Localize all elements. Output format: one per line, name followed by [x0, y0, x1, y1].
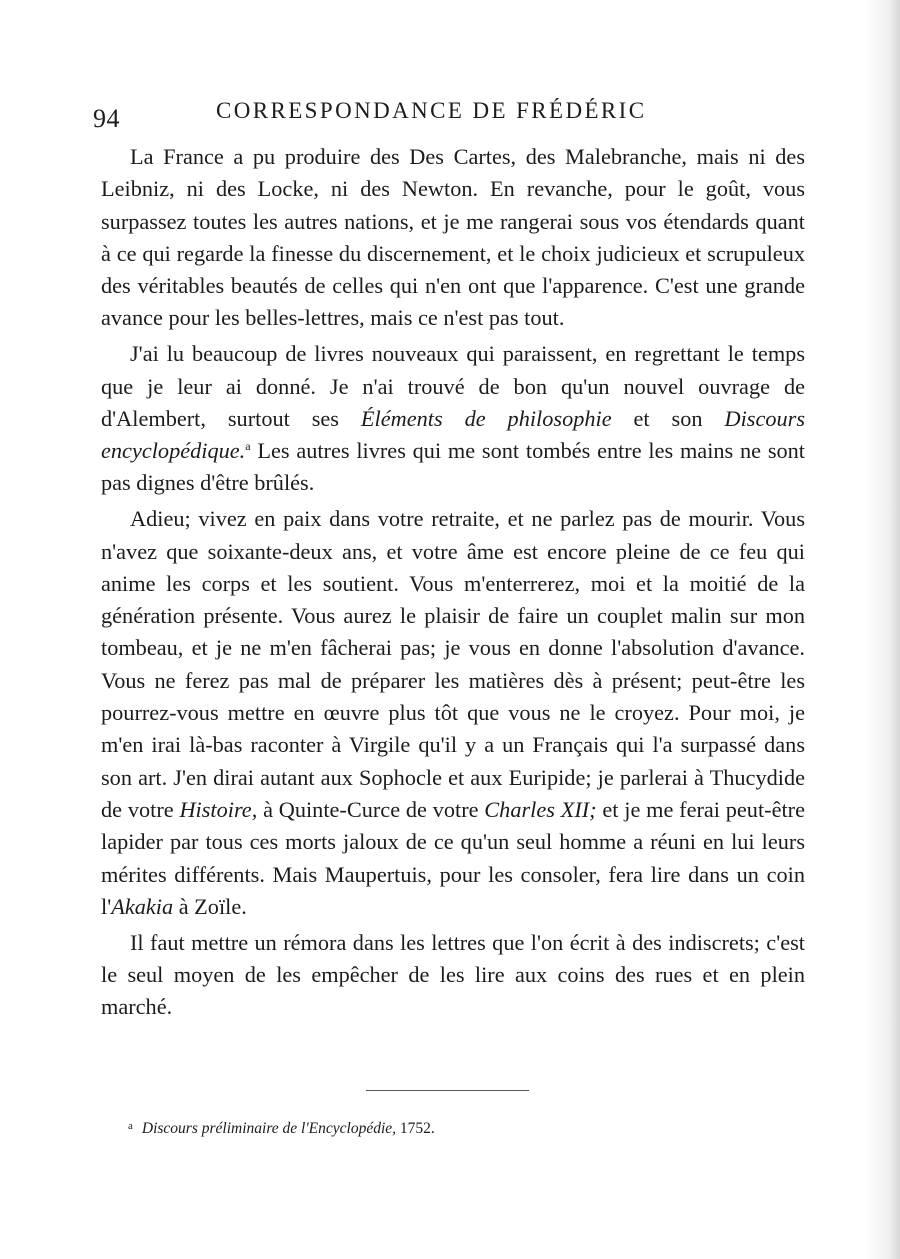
paragraph-2-text-3: Les autres livres qui me sont tombés entre les mains ne sont pas dignes d'être brûlés. — [101, 438, 805, 496]
paragraph-3 — [101, 503, 805, 923]
footnote — [128, 1115, 435, 1140]
paragraph-3-text-1: Adieu; vivez en paix dans votre retraite, et ne parlez pas de mourir. Vous n'avez que soixante-deux ans, et votre âme est encore pleine de ce feu qui anime les corps et les soutient. Vous m'enterrerez, moi et la moitié de la génération présente. Vous aurez le plaisir de faire un couplet malin sur mon tombeau, et je ne m'en fâcherai pas; je vous en donne l'absolution d'avance. Vous ne ferez pas mal de préparer les matières dès à présent; peut-être les pourrez-vous mettre en œuvre plus tôt que vous ne le croyez. Pour moi, je m'en irai là-bas raconter à Virgile qu'il y a un Français qui l'a surpassé dans son art. J'en dirai autant aux Sophocle et aux Euripide; je parlerai à Thucydide de votre — [101, 506, 805, 822]
footnote-reference-a: a — [245, 439, 251, 454]
paragraph-2 — [101, 338, 805, 499]
running-title: CORRESPONDANCE DE FRÉDÉRIC — [216, 98, 647, 123]
title-histoire: Histoire, — [179, 796, 258, 822]
title-akakia: Akakia — [111, 893, 174, 919]
footnote-mark: a — [128, 1120, 133, 1132]
title-discours-encyclopedique: Discours encyclopédique. — [101, 405, 805, 464]
page-edge-shadow — [866, 0, 900, 1259]
paragraph-2-text-1: J'ai lu beaucoup de livres nouveaux qui paraissent, en regrettant le temps que je leur ai donné. Je n'ai trouvé de bon qu'un nouvel ouvrage de d'Alembert, surtout ses — [101, 341, 805, 431]
title-charles-xii: Charles XII; — [484, 796, 597, 822]
paragraph-4: Il faut mettre un rémora dans les lettres que l'on écrit à des indiscrets; c'est le seul moyen de les empêcher de les lire aux coins des rues et en plein marché. — [101, 929, 805, 1020]
paragraph-2-text-2: et son — [611, 405, 725, 431]
title-elements-de-philosophie: Éléments de philosophie — [360, 405, 612, 431]
footnote-year: 1752. — [399, 1120, 435, 1137]
paragraph-1: La France a pu produire des Des Cartes, des Malebranche, mais ni des Leibniz, ni des Locke, ni des Newton. En revanche, pour le goût, vous surpassez toutes les autres nations, et je me rangerai sous vos étendards quant à ce qui regarde la finesse du discernement, et le choix judicieux et scrupuleux des véritables beautés de celles qui n'en ont que l'apparence. C'est une grande avance pour les belles-lettres, mais ce n'est pas tout. — [101, 144, 805, 331]
letter-body — [101, 141, 805, 1024]
paragraph-3-text-3: et je me ferai peut-être lapider par tous ces morts jaloux de ce qu'un seul homme a réuni en lui leurs mérites différents. Mais Maupertuis, pour les consoler, fera lire dans un coin l' — [101, 796, 805, 919]
footnote-divider — [366, 1090, 529, 1091]
paragraph-3-text-2: à Quinte-Curce de votre — [257, 796, 485, 822]
page-number: 94 — [93, 104, 120, 133]
paragraph-3-text-4: à Zoïle. — [173, 893, 247, 919]
footnote-text: Discours préliminaire de l'Encyclopédie, — [141, 1120, 397, 1137]
